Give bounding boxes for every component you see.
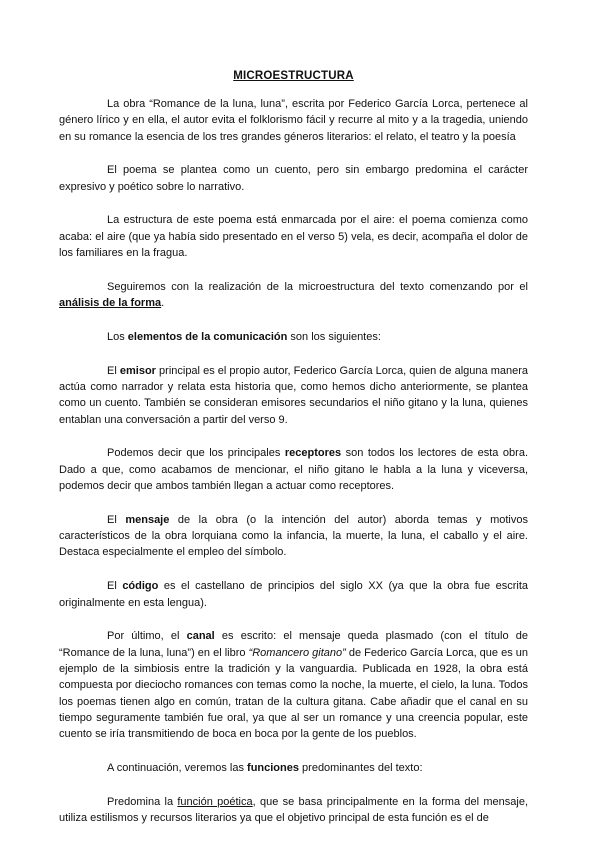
text-run: Por último, el bbox=[107, 630, 187, 643]
paragraph-form-analysis bbox=[59, 279, 528, 312]
mensaje-term: mensaje bbox=[125, 513, 170, 526]
paragraph-codigo bbox=[59, 578, 528, 611]
text-run: El bbox=[107, 513, 126, 526]
funciones-term: funciones bbox=[247, 761, 299, 774]
text-run: A continuación, veremos las bbox=[107, 761, 248, 774]
paragraph-poem-as-tale: El poema se plantea como un cuento, pero sin embargo predomina el carácter expresivo y poético sobre lo narrativo. bbox=[59, 164, 528, 193]
text-run: de Federico García Lorca, que es un ejemplo de la simbiosis entre la tradición y la vanguardia. Publicada en 1928, la obra está compuesta por dieciocho romances con temas como la noche, la muerte, el cielo, la luna. Todos los poemas tienen algo en común, tratan de la cultura gitana. Cabe añadir que el canal en su tiempo seguramente también fue oral, ya que al ser un romance y una creencia popular, este cuento se iría transmitiendo de boca en boca por la gente de los pueblos. bbox=[59, 646, 529, 741]
text-run: . bbox=[161, 297, 165, 310]
paragraph-mensaje bbox=[59, 512, 528, 561]
text-run: predominantes del texto: bbox=[298, 761, 423, 774]
form-analysis-term: análisis de la forma bbox=[59, 297, 162, 310]
paragraph-funcion-poetica bbox=[59, 794, 528, 827]
paragraph-structure: La estructura de este poema está enmarcada por el aire: el poema comienza como acaba: el aire (que ya había sido presentado en el verso 5) vela, es decir, acompaña el dolor de los familiares en la fragua. bbox=[59, 214, 528, 260]
text-run: Predomina la bbox=[107, 795, 178, 808]
text-run: Podemos decir que los principales bbox=[107, 447, 285, 460]
paragraph-emisor bbox=[59, 363, 528, 428]
text-run: Los bbox=[107, 330, 128, 343]
text-run: principal es el propio autor, Federico García Lorca, quien de alguna manera actúa como narrador y relata esta historia que, como hemos dicho anteriormente, se plantea como un cuento. También se consideran emisores secundarios el niño gitano y la luna, quienes entablan una conversación a partir del verso 9. bbox=[59, 364, 529, 426]
text-run: El bbox=[107, 580, 123, 593]
text-run: son todos los lectores de esta obra. Dado a que, como acabamos de mencionar, el niño gitano le habla a la luna y viceversa, podemos decir que ambos también llegan a actuar como receptores. bbox=[59, 447, 529, 493]
emisor-term: emisor bbox=[119, 364, 156, 377]
text-run: El bbox=[107, 364, 120, 377]
paragraph-canal bbox=[59, 628, 528, 742]
paragraph-receptores bbox=[59, 445, 528, 494]
paragraph-communication-elements bbox=[59, 329, 528, 345]
paragraph-funciones bbox=[59, 760, 528, 776]
canal-term: canal bbox=[186, 630, 215, 643]
communication-elements-term: elementos de la comunicación bbox=[127, 330, 288, 343]
text-run: Seguiremos con la realización de la microestructura del texto comenzando por el bbox=[107, 280, 528, 293]
paragraph-intro: La obra “Romance de la luna, luna”, escrita por Federico García Lorca, pertenece al género lírico y en ella, el autor evita el folklorismo fácil y recurre al mito y a la tragedia, uniendo en su romance la esencia de los tres grandes géneros literarios: el relato, el teatro y la poesía bbox=[59, 98, 528, 143]
book-title: “Romancero gitano” bbox=[248, 646, 346, 659]
text-run: , que se basa principalmente en la forma del mensaje, utiliza estilismos y recursos literarios ya que el objetivo principal de esta función es el de bbox=[59, 795, 529, 824]
codigo-term: código bbox=[122, 580, 159, 593]
text-run: de la obra (o la intención del autor) aborda temas y motivos característicos de la obra lorquiana como la infancia, la muerte, la luna, el caballo y el aire. Destaca especialmente el empleo del símbolo. bbox=[59, 513, 528, 559]
text-run: es el castellano de principios del siglo XX (ya que la obra fue escrita originalmente en esta lengua). bbox=[59, 580, 528, 609]
text-run: es escrito: el mensaje queda plasmado (con el título de “Romance de la luna, luna”) en el libro bbox=[59, 630, 528, 659]
page-title: MICROESTRUCTURA bbox=[233, 70, 354, 82]
funcion-poetica-term: función poética bbox=[177, 795, 253, 808]
text-run: son los siguientes: bbox=[287, 330, 381, 343]
receptores-term: receptores bbox=[284, 447, 342, 460]
